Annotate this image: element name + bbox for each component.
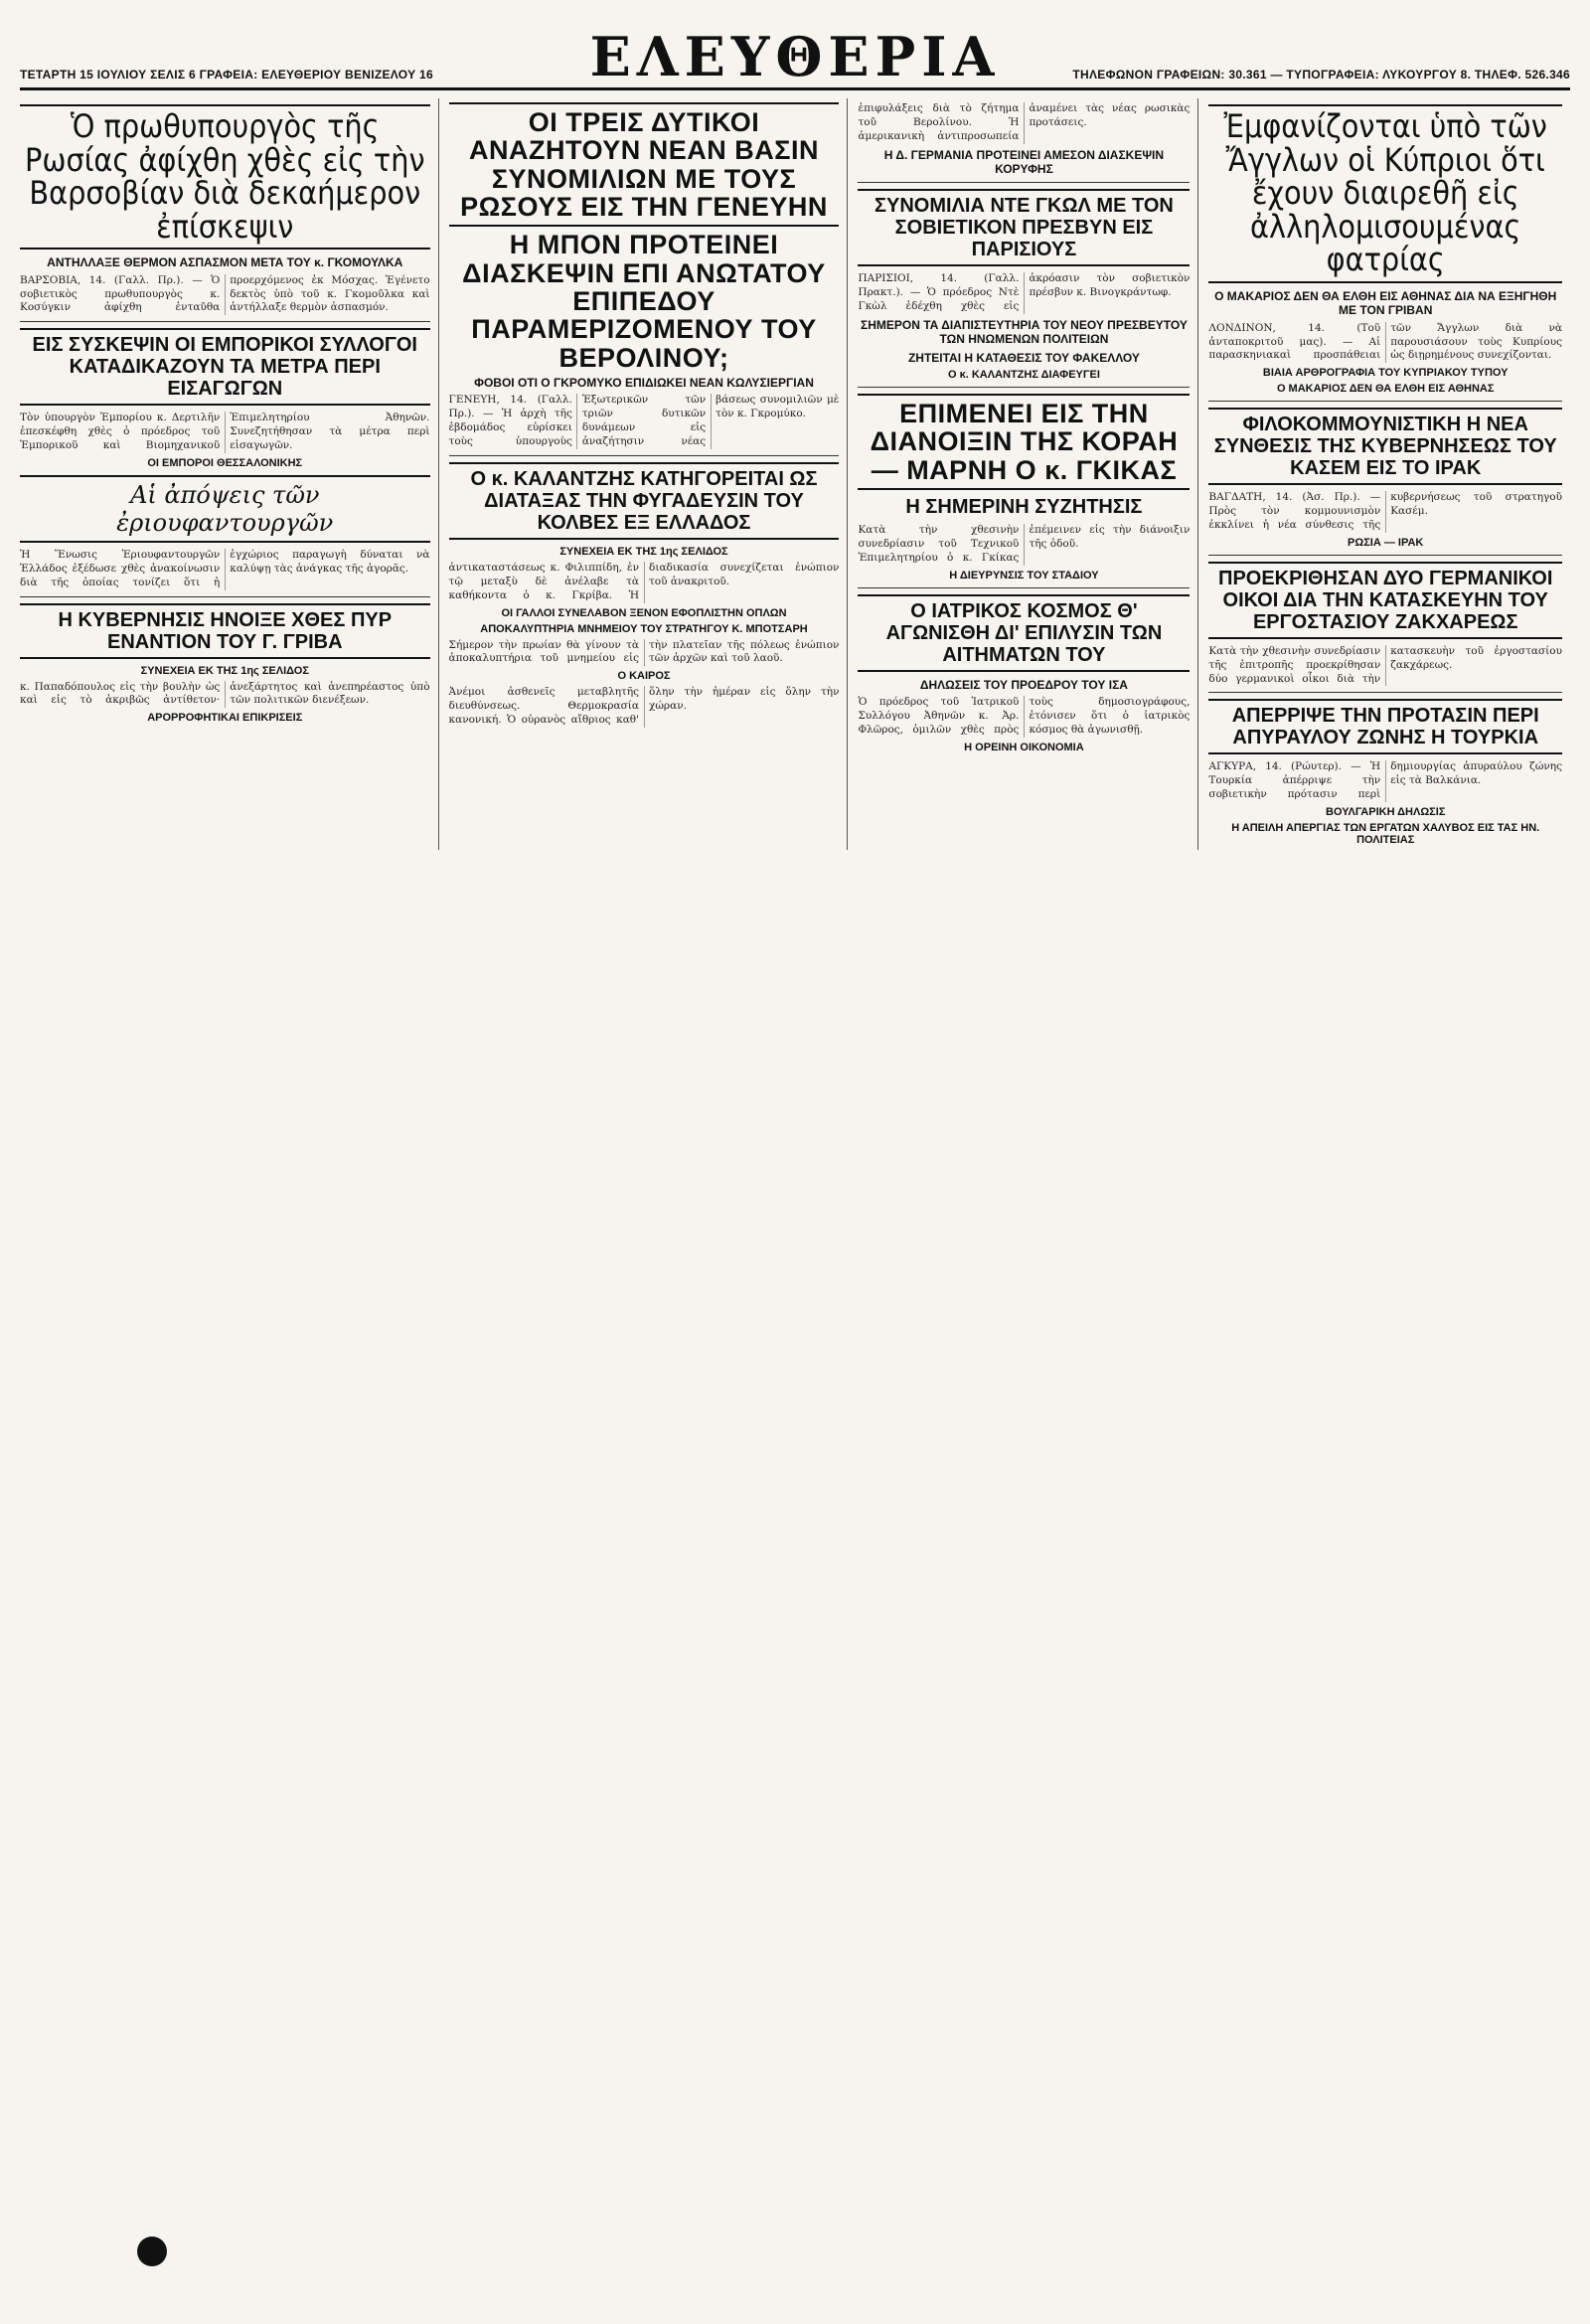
headline-merchants: ΕΙΣ ΣΥΣΚΕΨΙΝ ΟΙ ΕΜΠΟΡΙΚΟΙ ΣΥΛΛΟΓΟΙ ΚΑΤΑΔΙΚΑΖΟΥΝ ΤΑ ΜΕΤΡΑ ΠΕΡΙ ΕΙΣΑΓΩΓΩΝ bbox=[20, 328, 430, 406]
subhead-gromyko: ΦΟΒΟΙ ΟΤΙ Ο ΓΚΡΟΜΥΚΟ ΕΠΙΔΙΩΚΕΙ ΝΕΑΝ ΚΩΛΥΣΙΕΡΓΙΑΝ bbox=[474, 376, 814, 391]
label-kalantzis: Ο κ. ΚΑΛΑΝΤΖΗΣ ΔΙΑΦΕΥΓΕΙ bbox=[947, 369, 1100, 382]
subhead-west-germany: Η Δ. ΓΕΡΜΑΝΙΑ ΠΡΟΤΕΙΝΕΙ ΑΜΕΣΟΝ ΔΙΑΣΚΕΨΙΝ ΚΟΡΥΦΗΣ bbox=[883, 147, 1165, 176]
article-imports: Τὸν ὑπουργὸν Ἐμπορίου κ. Δερτιλῆν ἐπεσκέφθη χθὲς ὁ πρόεδρος τοῦ Ἐμπορικοῦ καὶ Βιομηχανικοῦ Ἐπιμελητηρίου Ἀθηνῶν. Συνεζητήθησαν τὰ μέτρα περὶ εἰσαγωγῶν. bbox=[20, 412, 430, 452]
newspaper-page bbox=[20, 14, 1570, 2290]
article-warsaw: ΒΑΡΣΟΒΙΑ, 14. (Γαλλ. Πρ.). — Ὁ σοβιετικὸς πρωθυπουργὸς κ. Κοσύγκιν ἀφίχθη ἐνταῦθα προερχόμενος ἐκ Μόσχας. Ἐγένετο δεκτὸς ὑπὸ τοῦ κ. Γκομοῦλκα καὶ ἀντήλλαξε θερμὸν ἀσπασμόν. bbox=[20, 273, 430, 314]
label-mountain-economy: Η ΟΡΕΙΝΗ ΟΙΚΟΝΟΜΙΑ bbox=[964, 741, 1084, 753]
ink-blot bbox=[137, 2237, 167, 2266]
subhead-file: ΖΗΤΕΙΤΑΙ Η ΚΑΤΑΘΕΣΙΣ ΤΟΥ ΦΑΚΕΛΛΟΥ bbox=[907, 350, 1140, 365]
article-geneva-cont: ἐπιφυλάξεις διὰ τὸ ζήτημα τοῦ Βερολίνου. Ἡ ἀμερικανικὴ ἀντιπροσωπεία ἀναμένει τὰς νέας ρωσικὰς προτάσεις. bbox=[858, 102, 1191, 142]
divider bbox=[449, 455, 840, 456]
label-russia-iraq: ΡΩΣΙΑ — ΙΡΑΚ bbox=[1348, 536, 1424, 549]
subhead-isa: ΔΗΛΩΣΕΙΣ ΤΟΥ ΠΡΟΕΔΡΟΥ ΤΟΥ ΙΣΑ bbox=[919, 677, 1128, 692]
divider bbox=[20, 596, 430, 597]
headline-russian-pm: Ὁ πρωθυπουργὸς τῆς Ρωσίας ἀφίχθη χθὲς εἰς τὴν Βαρσοβίαν διὰ δεκαήμερον ἐπίσκεψιν bbox=[20, 104, 430, 249]
divider bbox=[858, 587, 1190, 588]
column-2 bbox=[449, 98, 849, 850]
headline-wool-weavers: Αἱ ἀπόψεις τῶν ἐριουφαντουργῶν bbox=[20, 475, 430, 543]
article-de-gaulle: ΠΑΡΙΣΙΟΙ, 14. (Γαλλ. Πρακτ.). — Ὁ πρόεδρος Ντὲ Γκὼλ ἐδέχθη χθὲς εἰς ἀκρόασιν τὸν σοβιετικὸν πρέσβυν κ. Βινογκράντωφ. bbox=[858, 272, 1191, 313]
newspaper-title: ΕΛΕΥΘΕΡΙΑ bbox=[589, 25, 1001, 88]
headline-todays-debate: Η ΣΗΜΕΡΙΝΗ ΣΥΖΗΤΗΣΙΣ bbox=[905, 496, 1143, 519]
article-sugar: Κατὰ τὴν χθεσινὴν συνεδρίασιν τῆς ἐπιτροπῆς προεκρίθησαν δύο γερμανικοὶ οἶκοι διὰ τὴν κατασκευὴν τοῦ ἐργοστασίου ζακχάρεως. bbox=[1208, 644, 1562, 685]
subhead-ambassador: ΣΗΜΕΡΟΝ ΤΑ ΔΙΑΠΙΣΤΕΥΤΗΡΙΑ ΤΟΥ ΝΕΟΥ ΠΡΕΣΒΕΥΤΟΥ ΤΩΝ ΗΝΩΜΕΝΩΝ ΠΟΛΙΤΕΙΩΝ bbox=[861, 317, 1188, 347]
label-stadium: Η ΔΙΕΥΡΥΝΣΙΣ ΤΟΥ ΣΤΑΔΙΟΥ bbox=[949, 569, 1099, 581]
headline-doctors: Ο ΙΑΤΡΙΚΟΣ ΚΟΣΜΟΣ Θ' ΑΓΩΝΙΣΘΗ ΔΙ' ΕΠΙΛΥΣΙΝ ΤΩΝ ΑΙΤΗΜΑΤΩΝ ΤΟΥ bbox=[858, 594, 1190, 672]
headline-cypriots: Ἐμφανίζονται ὑπὸ τῶν Ἄγγλων οἱ Κύπριοι ὅτι ἔχουν διαιρεθῆ εἰς ἀλληλομισουμένας φατρίας bbox=[1208, 104, 1562, 283]
article-london: ΛΟΝΔΙΝΟΝ, 14. (Τοῦ ἀνταποκριτοῦ μας). — Αἱ παρασκηνιακαὶ προσπάθειαι τῶν Ἄγγλων διὰ νὰ παρουσιάσουν τοὺς Κυπρίους ὡς διῃρημένους συνεχίζονται. bbox=[1208, 321, 1562, 362]
headline-sugar-factory: ΠΡΟΕΚΡΙΘΗΣΑΝ ΔΥΟ ΓΕΡΜΑΝΙΚΟΙ ΟΙΚΟΙ ΔΙΑ ΤΗΝ ΚΑΤΑΣΚΕΥΗΝ ΤΟΥ ΕΡΓΟΣΤΑΣΙΟΥ ΖΑΚΧΑΡΕΩΣ bbox=[1208, 562, 1562, 639]
divider bbox=[1208, 555, 1562, 556]
article-weather: Ἀνέμοι ἀσθενεῖς μεταβλητῆς διευθύνσεως. Θερμοκρασία κανονική. Ὁ οὐρανὸς αἴθριος καθ' ὅλην τὴν ἡμέραν εἰς ὅλην τὴν χώραν. bbox=[448, 686, 840, 726]
subhead-makarios: Ο ΜΑΚΑΡΙΟΣ ΔΕΝ ΘΑ ΕΛΘΗ ΕΙΣ ΑΘΗΝΑΣ ΔΙΑ ΝΑ ΕΞΗΓΗΘΗ ΜΕ ΤΟΝ ΓΡΙΒΑΝ bbox=[1214, 288, 1557, 318]
label-french-arrest: ΟΙ ΓΑΛΛΟΙ ΣΥΝΕΛΑΒΟΝ ΞΕΝΟΝ ΕΦΟΠΛΙΣΤΗΝ ΟΠΛΩΝ bbox=[501, 606, 787, 619]
article-monument: Σήμερον τὴν πρωίαν θὰ γίνουν τὰ ἀποκαλυπτήρια τοῦ μνημείου εἰς τὴν πλατεῖαν τῆς πόλεως ἐνώπιον τῶν ἀρχῶν καὶ τοῦ λαοῦ. bbox=[448, 638, 840, 665]
article-gikas: Κατὰ τὴν χθεσινὴν συνεδρίασιν τοῦ Τεχνικοῦ Ἐπιμελητηρίου ὁ κ. Γκίκας ἐπέμεινεν εἰς τὴν διάνοιξιν τῆς ὁδοῦ. bbox=[858, 524, 1191, 564]
header-date-address: ΤΕΤΑΡΤΗ 15 ΙΟΥΛΙΟΥ ΣΕΛΙΣ 6 ΓΡΑΦΕΙΑ: ΕΛΕΥΘΕΡΙΟΥ ΒΕΝΙΖΕΛΟΥ 16 bbox=[20, 68, 433, 82]
divider bbox=[1208, 401, 1562, 402]
label-continued: ΣΥΝΕΧΕΙΑ ΕΚ ΤΗΣ 1ης ΣΕΛΙΔΟΣ bbox=[140, 664, 309, 677]
headline-gikas: ΕΠΙΜΕΝΕΙ ΕΙΣ ΤΗΝ ΔΙΑΝΟΙΞΙΝ ΤΗΣ ΚΟΡΑΗ — ΜΑΡΝΗ Ο κ. ΓΚΙΚΑΣ bbox=[858, 394, 1190, 490]
divider bbox=[20, 321, 430, 322]
label-weather: Ο ΚΑΙΡΟΣ bbox=[617, 670, 671, 683]
article-grivas: κ. Παπαδόπουλος εἰς τὴν βουλὴν ὡς καὶ εἰς τὸ ἀκριβῶς ἀντίθετον· ἀνεξάρτητος καὶ ἀνεπηρέαστος ὑπὸ τῶν πολιτικῶν διενέξεων. bbox=[20, 680, 430, 707]
label-monument: ΑΠΟΚΑΛΥΠΤΗΡΙΑ ΜΝΗΜΕΙΟΥ ΤΟΥ ΣΤΡΑΤΗΓΟΥ Κ. ΜΠΟΤΣΑΡΗ bbox=[480, 622, 808, 635]
article-wool: Ἡ Ἕνωσις Ἐριουφαντουργῶν Ἑλλάδος ἐξέδωσε χθὲς ἀνακοίνωσιν διὰ τῆς ὁποίας τονίζει ὅτι ἡ ἐγχώριος παραγωγὴ δύναται νὰ καλύψῃ τὰς ἀνάγκας τῆς ἀγορᾶς. bbox=[20, 548, 430, 588]
headline-iraq: ΦΙΛΟΚΟΜΜΟΥΝΙΣΤΙΚΗ Η ΝΕΑ ΣΥΝΘΕΣΙΣ ΤΗΣ ΚΥΒΕΡΝΗΣΕΩΣ ΤΟΥ ΚΑΣΕΜ ΕΙΣ ΤΟ ΙΡΑΚ bbox=[1208, 408, 1562, 485]
masthead-bar bbox=[20, 14, 1570, 90]
headline-turkey: ΑΠΕΡΡΙΨΕ ΤΗΝ ΠΡΟΤΑΣΙΝ ΠΕΡΙ ΑΠΥΡΑΥΛΟΥ ΖΩΝΗΣ Η ΤΟΥΡΚΙΑ bbox=[1208, 699, 1562, 754]
header-phones: ΤΗΛΕΦΩΝΟΝ ΓΡΑΦΕΙΩΝ: 30.361 — ΤΥΠΟΓΡΑΦΕΙΑ: ΛΥΚΟΥΡΓΟΥ 8. ΤΗΛΕΦ. 526.346 bbox=[1072, 68, 1570, 82]
subhead-gomulka: ΑΝΤΗΛΛΑΞΕ ΘΕΡΜΟΝ ΑΣΠΑΣΜΟΝ ΜΕΤΑ ΤΟΥ κ. ΓΚΟΜΟΥΛΚΑ bbox=[47, 255, 403, 270]
column-1 bbox=[20, 98, 439, 850]
label-makarios: Ο ΜΑΚΑΡΙΟΣ ΔΕΝ ΘΑ ΕΛΘΗ ΕΙΣ ΑΘΗΝΑΣ bbox=[1276, 383, 1495, 396]
headline-grivas: Η ΚΥΒΕΡΝΗΣΙΣ ΗΝΟΙΞΕ ΧΘΕΣ ΠΥΡ ΕΝΑΝΤΙΟΝ ΤΟΥ Γ. ΓΡΙΒΑ bbox=[20, 603, 430, 659]
article-doctors: Ὁ πρόεδρος τοῦ Ἰατρικοῦ Συλλόγου Ἀθηνῶν κ. Ἀρ. Φλῶρος, ὁμιλῶν χθὲς πρὸς τοὺς δημοσιογράφους, ἐτόνισεν ὅτι ὁ ἰατρικὸς κόσμος θὰ ἀγωνισθῇ. bbox=[858, 696, 1191, 736]
article-kalantzis: ἀντικαταστάσεως κ. Φιλιππίδη, ἐν τῷ μεταξὺ δὲ ἀνέλαβε τὰ καθήκοντα ὁ κ. Γκρίβα. Ἡ διαδικασία συνεχίζεται ἐνώπιον τοῦ ἀνακριτοῦ. bbox=[448, 561, 840, 601]
headline-bonn: Η ΜΠΟΝ ΠΡΟΤΕΙΝΕΙ ΔΙΑΣΚΕΨΙΝ ΕΠΙ ΑΝΩΤΑΤΟΥ ΕΠΙΠΕΔΟΥ ΠΑΡΑΜΕΡΙΖΟΜΕΝΟΥ ΤΟΥ ΒΕΡΟΛΙΝΟΥ; bbox=[462, 230, 826, 373]
divider bbox=[1208, 692, 1562, 693]
article-geneva: ΓΕΝΕΥΗ, 14. (Γαλλ. Πρ.). — Ἡ ἀρχὴ τῆς ἑβδομάδος εὑρίσκει τοὺς ὑπουργοὺς Ἐξωτερικῶν τῶν τριῶν δυτικῶν δυνάμεων εἰς ἀναζήτησιν νέας βάσεως συνομιλιῶν μὲ τὸν κ. Γκρομύκο. bbox=[448, 394, 840, 448]
divider bbox=[858, 387, 1190, 388]
headline-kalantzis: Ο κ. ΚΑΛΑΝΤΖΗΣ ΚΑΤΗΓΟΡΕΙΤΑΙ ΩΣ ΔΙΑΤΑΞΑΣ ΤΗΝ ΦΥΓΑΔΕΥΣΙΝ ΤΟΥ ΚΟΛΒΕΣ ΕΞ ΕΛΛΑΔΟΣ bbox=[449, 462, 840, 540]
headline-de-gaulle: ΣΥΝΟΜΙΛΙΑ ΝΤΕ ΓΚΩΛ ΜΕ ΤΟΝ ΣΟΒΙΕΤΙΚΟΝ ΠΡΕΣΒΥΝ ΕΙΣ ΠΑΡΙΣΙΟΥΣ bbox=[858, 189, 1190, 266]
column-4 bbox=[1208, 98, 1570, 850]
article-baghdad: ΒΑΓΔΑΤΗ, 14. (Ἀσ. Πρ.). — Πρὸς τὸν κομμουνισμὸν ἐκκλίνει ἡ νέα σύνθεσις τῆς κυβερνήσεως τοῦ στρατηγοῦ Κασέμ. bbox=[1208, 491, 1562, 532]
label-steel-strike: Η ΑΠΕΙΛΗ ΑΠΕΡΓΙΑΣ ΤΩΝ ΕΡΓΑΤΩΝ ΧΑΛΥΒΟΣ ΕΙΣ ΤΑΣ ΗΝ. ΠΟΛΙΤΕΙΑΣ bbox=[1231, 822, 1540, 847]
label-continued: ΣΥΝΕΧΕΙΑ ΕΚ ΤΗΣ 1ης ΣΕΛΙΔΟΣ bbox=[559, 545, 728, 558]
divider bbox=[858, 182, 1190, 183]
column-3 bbox=[858, 98, 1198, 850]
label-thessaloniki: ΟΙ ΕΜΠΟΡΟΙ ΘΕΣΣΑΛΟΝΙΚΗΣ bbox=[147, 456, 303, 469]
label-bulgarian: ΒΟΥΛΓΑΡΙΚΗ ΔΗΛΩΣΙΣ bbox=[1326, 806, 1446, 819]
columns bbox=[20, 98, 1570, 850]
headline-geneva: ΟΙ ΤΡΕΙΣ ΔΥΤΙΚΟΙ ΑΝΑΖΗΤΟΥΝ ΝΕΑΝ ΒΑΣΙΝ ΣΥΝΟΜΙΛΙΩΝ ΜΕ ΤΟΥΣ ΡΩΣΟΥΣ ΕΙΣ ΤΗΝ ΓΕΝΕΥΗΝ bbox=[449, 102, 840, 227]
article-ankara: ΑΓΚΥΡΑ, 14. (Ρώυτερ). — Ἡ Τουρκία ἀπέρριψε τὴν σοβιετικὴν πρότασιν περὶ δημιουργίας ἀπυραύλου ζώνης εἰς τὰ Βαλκάνια. bbox=[1208, 760, 1562, 801]
label-criticism: ΑΡΟΡΡΟΦΗΤΙΚΑΙ ΕΠΙΚΡΙΣΕΙΣ bbox=[147, 712, 303, 725]
label-cypriot-press: ΒΙΑΙΑ ΑΡΘΡΟΓΡΑΦΙΑ ΤΟΥ ΚΥΠΡΙΑΚΟΥ ΤΥΠΟΥ bbox=[1262, 367, 1509, 380]
